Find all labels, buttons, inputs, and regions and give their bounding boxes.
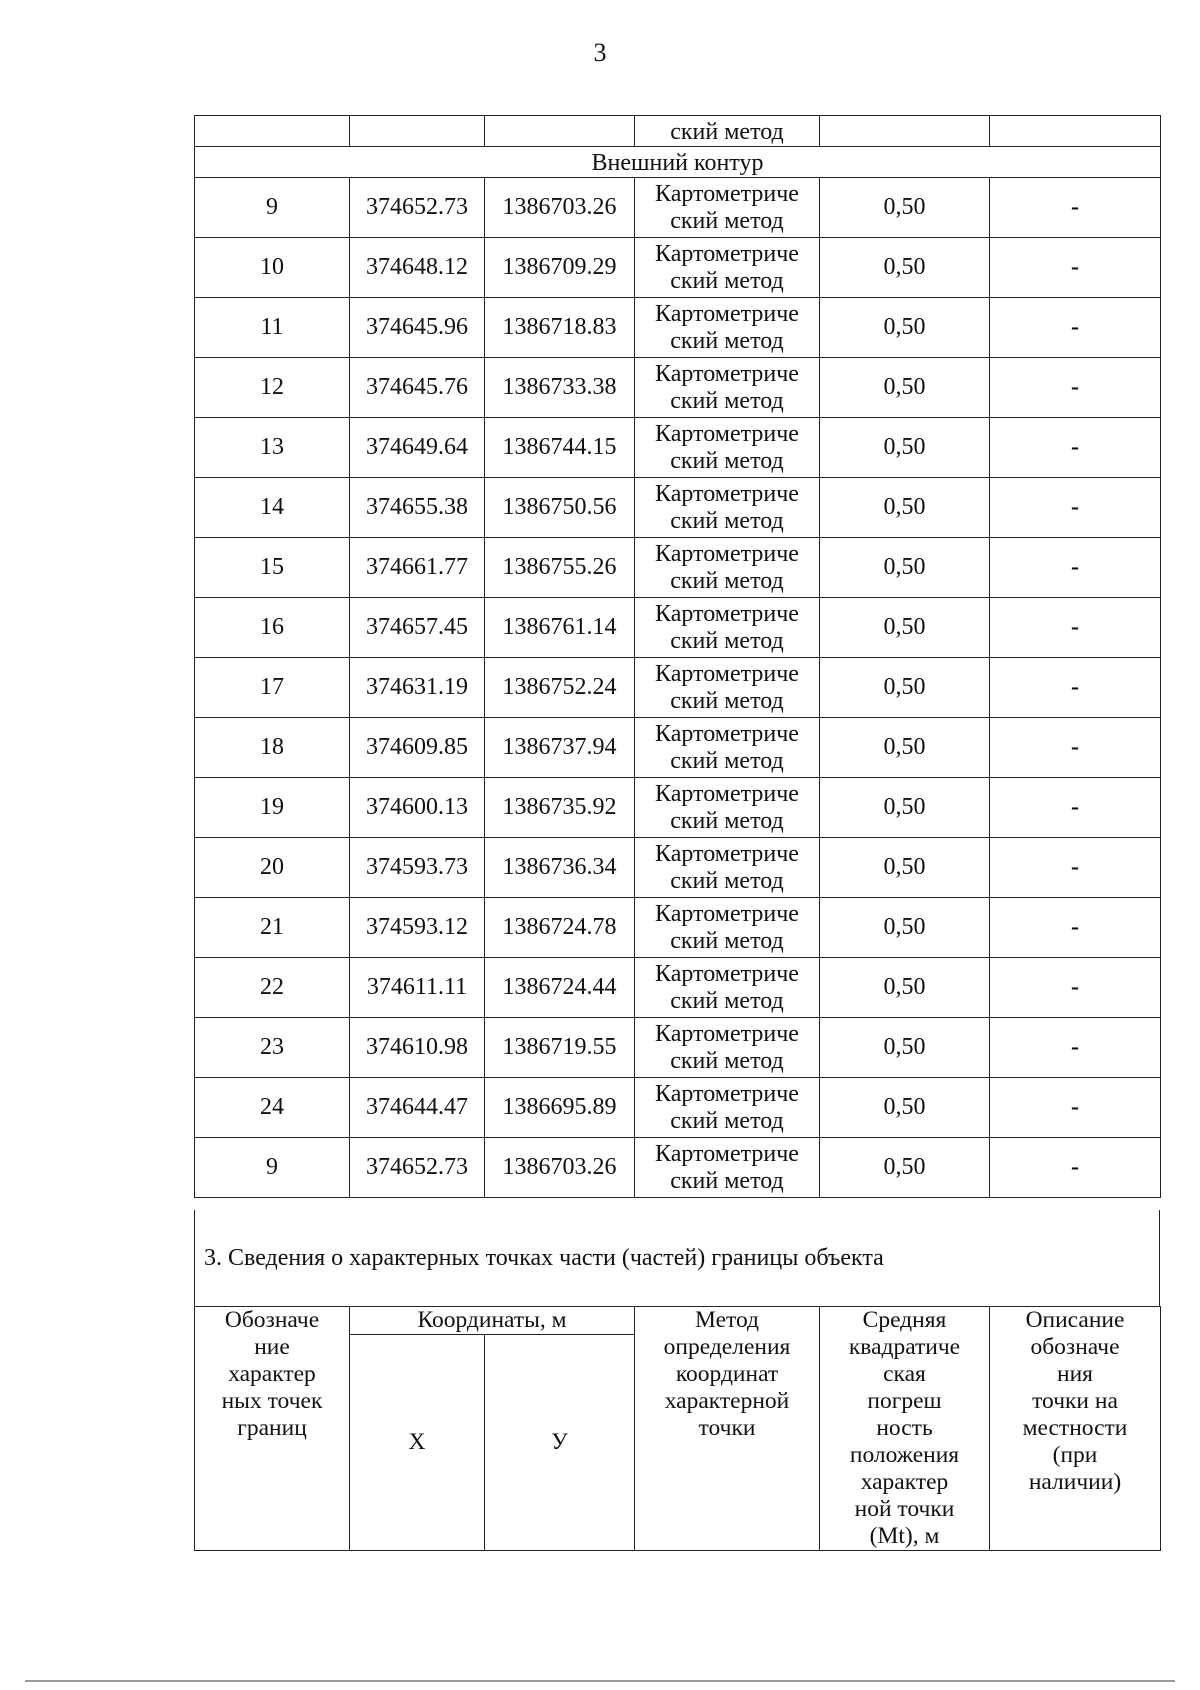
point-number-cell: 9	[195, 1138, 350, 1198]
method-cell	[635, 1018, 820, 1078]
table-row	[195, 958, 1161, 1018]
header-line: погреш	[867, 1388, 942, 1414]
y-coordinate-cell: 1386718.83	[485, 298, 635, 358]
x-coordinate-cell: 374609.85	[350, 718, 485, 778]
method-line: ский метод	[670, 807, 784, 834]
point-number-cell: 12	[195, 358, 350, 418]
method-cell	[635, 778, 820, 838]
method-cell	[635, 418, 820, 478]
header-line: границ	[237, 1415, 307, 1441]
method-line: Картометриче	[655, 1080, 799, 1107]
table-row	[195, 658, 1161, 718]
method-line: Картометриче	[655, 720, 799, 747]
header-line: Описание	[1025, 1307, 1125, 1333]
method-line: ский метод	[670, 747, 784, 774]
section-title: 3. Сведения о характерных точках части (частей) границы объекта	[204, 1245, 884, 1271]
method-cell	[635, 238, 820, 298]
mt-cell: 0,50	[820, 298, 990, 358]
x-coordinate-cell: 374645.76	[350, 358, 485, 418]
header-line: (Mt), м	[869, 1523, 940, 1549]
description-cell: -	[990, 418, 1161, 478]
method-line: ский метод	[670, 1047, 784, 1074]
point-number-cell: 15	[195, 538, 350, 598]
table-row	[195, 298, 1161, 358]
description-cell: -	[990, 838, 1161, 898]
method-line: ский метод	[670, 687, 784, 714]
y-coordinate-cell: 1386709.29	[485, 238, 635, 298]
section-row	[195, 147, 1161, 178]
method-cell	[635, 538, 820, 598]
method-cell	[635, 718, 820, 778]
x-coordinate-cell: 374600.13	[350, 778, 485, 838]
table-row	[195, 718, 1161, 778]
x-coordinate-cell: 374631.19	[350, 658, 485, 718]
header-line: обозначе	[1030, 1334, 1120, 1360]
mt-cell: 0,50	[820, 1078, 990, 1138]
table-row	[195, 178, 1161, 238]
method-cell	[635, 178, 820, 238]
point-number-cell: 18	[195, 718, 350, 778]
header-coordinates: Координаты, м	[350, 1307, 635, 1335]
x-coordinate-cell: 374648.12	[350, 238, 485, 298]
table-row	[195, 358, 1161, 418]
table-row	[195, 778, 1161, 838]
mt-cell: 0,50	[820, 838, 990, 898]
mt-cell: 0,50	[820, 598, 990, 658]
method-cell	[635, 838, 820, 898]
mt-cell: 0,50	[820, 358, 990, 418]
description-cell: -	[990, 778, 1161, 838]
header-line: определения	[663, 1334, 791, 1360]
table-row	[195, 898, 1161, 958]
y-coordinate-cell: 1386733.38	[485, 358, 635, 418]
header-description	[990, 1307, 1161, 1551]
header-line: характер	[860, 1469, 949, 1495]
table-row	[195, 418, 1161, 478]
x-coordinate-cell: 374652.73	[350, 178, 485, 238]
method-cell	[635, 358, 820, 418]
header-line: Средняя	[862, 1307, 947, 1333]
header-line: Метод	[694, 1307, 759, 1333]
x-coordinate-cell: 374649.64	[350, 418, 485, 478]
header-line: точки	[698, 1415, 756, 1441]
x-coordinate-cell: 374593.12	[350, 898, 485, 958]
method-line: ский метод	[670, 627, 784, 654]
table-row	[195, 838, 1161, 898]
method-line: ский метод	[670, 207, 784, 234]
header-line: ская	[883, 1361, 926, 1387]
method-line: Картометриче	[655, 900, 799, 927]
description-cell: -	[990, 898, 1161, 958]
header-line: Обозначе	[224, 1307, 320, 1333]
y-coordinate-cell: 1386761.14	[485, 598, 635, 658]
mt-cell: 0,50	[820, 478, 990, 538]
method-line: Картометриче	[655, 480, 799, 507]
point-number-cell: 16	[195, 598, 350, 658]
method-line: Картометриче	[655, 780, 799, 807]
y-coordinate-cell: 1386735.92	[485, 778, 635, 838]
mt-cell: 0,50	[820, 1138, 990, 1198]
y-coordinate-cell: 1386719.55	[485, 1018, 635, 1078]
header-line: ния	[1057, 1361, 1093, 1387]
bottom-rule	[25, 1680, 1175, 1682]
y-coordinate-cell: 1386695.89	[485, 1078, 635, 1138]
method-cell: ский метод	[635, 116, 820, 147]
description-cell: -	[990, 1138, 1161, 1198]
mt-cell: 0,50	[820, 898, 990, 958]
method-line: Картометриче	[655, 1020, 799, 1047]
y-coordinate-cell: 1386736.34	[485, 838, 635, 898]
header-line: точки на	[1032, 1388, 1118, 1414]
section-label: Внешний контур	[195, 147, 1161, 178]
mt-cell: 0,50	[820, 718, 990, 778]
header-y: У	[485, 1335, 635, 1551]
table-row	[195, 238, 1161, 298]
header-line: (при	[1052, 1442, 1098, 1468]
method-line: ский метод	[670, 927, 784, 954]
y-coordinate-cell: 1386703.26	[485, 1138, 635, 1198]
description-cell: -	[990, 298, 1161, 358]
header-line: координат	[675, 1361, 779, 1387]
header-line: местности	[1022, 1415, 1128, 1441]
y-coordinate-cell: 1386703.26	[485, 178, 635, 238]
table-row-continuation	[195, 116, 1161, 147]
point-number-cell: 21	[195, 898, 350, 958]
method-cell	[635, 298, 820, 358]
y-coordinate-cell: 1386724.44	[485, 958, 635, 1018]
y-coordinate-cell: 1386755.26	[485, 538, 635, 598]
header-line: ность	[876, 1415, 933, 1441]
method-line: Картометриче	[655, 180, 799, 207]
header-designation	[195, 1307, 350, 1551]
mt-cell: 0,50	[820, 538, 990, 598]
method-line: Картометриче	[655, 660, 799, 687]
description-cell: -	[990, 658, 1161, 718]
header-line: положения	[849, 1442, 960, 1468]
method-line: Картометриче	[655, 960, 799, 987]
description-cell: -	[990, 178, 1161, 238]
table-row	[195, 598, 1161, 658]
table-row	[195, 1018, 1161, 1078]
method-line: Картометриче	[655, 240, 799, 267]
x-coordinate-cell: 374655.38	[350, 478, 485, 538]
description-cell: -	[990, 238, 1161, 298]
y-coordinate-cell: 1386737.94	[485, 718, 635, 778]
mt-cell: 0,50	[820, 778, 990, 838]
header-line: ных точек	[221, 1388, 323, 1414]
method-line: ский метод	[670, 447, 784, 474]
point-number-cell: 24	[195, 1078, 350, 1138]
y-coordinate-cell: 1386752.24	[485, 658, 635, 718]
mt-cell: 0,50	[820, 178, 990, 238]
x-coordinate-cell: 374644.47	[350, 1078, 485, 1138]
method-line: ский метод	[670, 387, 784, 414]
point-number-cell: 9	[195, 178, 350, 238]
point-number-cell: 20	[195, 838, 350, 898]
x-coordinate-cell: 374611.11	[350, 958, 485, 1018]
y-coordinate-cell: 1386744.15	[485, 418, 635, 478]
header-x: X	[350, 1335, 485, 1551]
method-line: Картометриче	[655, 540, 799, 567]
point-number-cell: 13	[195, 418, 350, 478]
table-row	[195, 478, 1161, 538]
y-coordinate-cell: 1386724.78	[485, 898, 635, 958]
part-boundary-header-table	[194, 1306, 1161, 1551]
method-line: Картометриче	[655, 300, 799, 327]
point-number-cell: 14	[195, 478, 350, 538]
y-coordinate-cell: 1386750.56	[485, 478, 635, 538]
method-cell	[635, 658, 820, 718]
description-cell: -	[990, 478, 1161, 538]
mt-cell: 0,50	[820, 958, 990, 1018]
description-cell: -	[990, 358, 1161, 418]
method-line: ский метод	[670, 1107, 784, 1134]
method-line: ский метод	[670, 867, 784, 894]
table-row	[195, 1138, 1161, 1198]
description-cell: -	[990, 538, 1161, 598]
method-line: ский метод	[670, 567, 784, 594]
x-coordinate-cell: 374652.73	[350, 1138, 485, 1198]
method-line: ский метод	[670, 987, 784, 1014]
header-line: характерной	[664, 1388, 790, 1414]
x-coordinate-cell: 374657.45	[350, 598, 485, 658]
header-line: ной точки	[854, 1496, 955, 1522]
method-line: Картометриче	[655, 420, 799, 447]
method-line: Картометриче	[655, 600, 799, 627]
header-line: ние	[254, 1334, 290, 1360]
description-cell: -	[990, 1018, 1161, 1078]
mt-cell: 0,50	[820, 418, 990, 478]
method-line: ский метод	[670, 507, 784, 534]
mt-cell: 0,50	[820, 658, 990, 718]
point-number-cell: 11	[195, 298, 350, 358]
header-line: характер	[228, 1361, 316, 1387]
header-error	[820, 1307, 990, 1551]
header-method	[635, 1307, 820, 1551]
description-cell: -	[990, 958, 1161, 1018]
mt-cell: 0,50	[820, 1018, 990, 1078]
point-number-cell: 10	[195, 238, 350, 298]
method-cell	[635, 478, 820, 538]
coordinates-table	[194, 115, 1161, 1198]
table-row	[195, 538, 1161, 598]
header-line: наличии)	[1028, 1469, 1122, 1495]
header-line: квадратиче	[848, 1334, 961, 1360]
method-cell	[635, 958, 820, 1018]
method-line: ский метод	[670, 267, 784, 294]
page-number: 3	[593, 38, 607, 67]
mt-cell: 0,50	[820, 238, 990, 298]
point-number-cell: 23	[195, 1018, 350, 1078]
description-cell: -	[990, 1078, 1161, 1138]
method-cell	[635, 1138, 820, 1198]
x-coordinate-cell: 374645.96	[350, 298, 485, 358]
method-line: Картометриче	[655, 840, 799, 867]
method-line: ский метод	[670, 1167, 784, 1194]
x-coordinate-cell: 374610.98	[350, 1018, 485, 1078]
point-number-cell: 19	[195, 778, 350, 838]
method-line: Картометриче	[655, 1140, 799, 1167]
method-cell	[635, 1078, 820, 1138]
x-coordinate-cell: 374661.77	[350, 538, 485, 598]
method-cell	[635, 598, 820, 658]
table-row	[195, 1078, 1161, 1138]
method-line: Картометриче	[655, 360, 799, 387]
description-cell: -	[990, 598, 1161, 658]
method-cell	[635, 898, 820, 958]
description-cell: -	[990, 718, 1161, 778]
method-line: ский метод	[670, 327, 784, 354]
point-number-cell: 17	[195, 658, 350, 718]
x-coordinate-cell: 374593.73	[350, 838, 485, 898]
point-number-cell: 22	[195, 958, 350, 1018]
